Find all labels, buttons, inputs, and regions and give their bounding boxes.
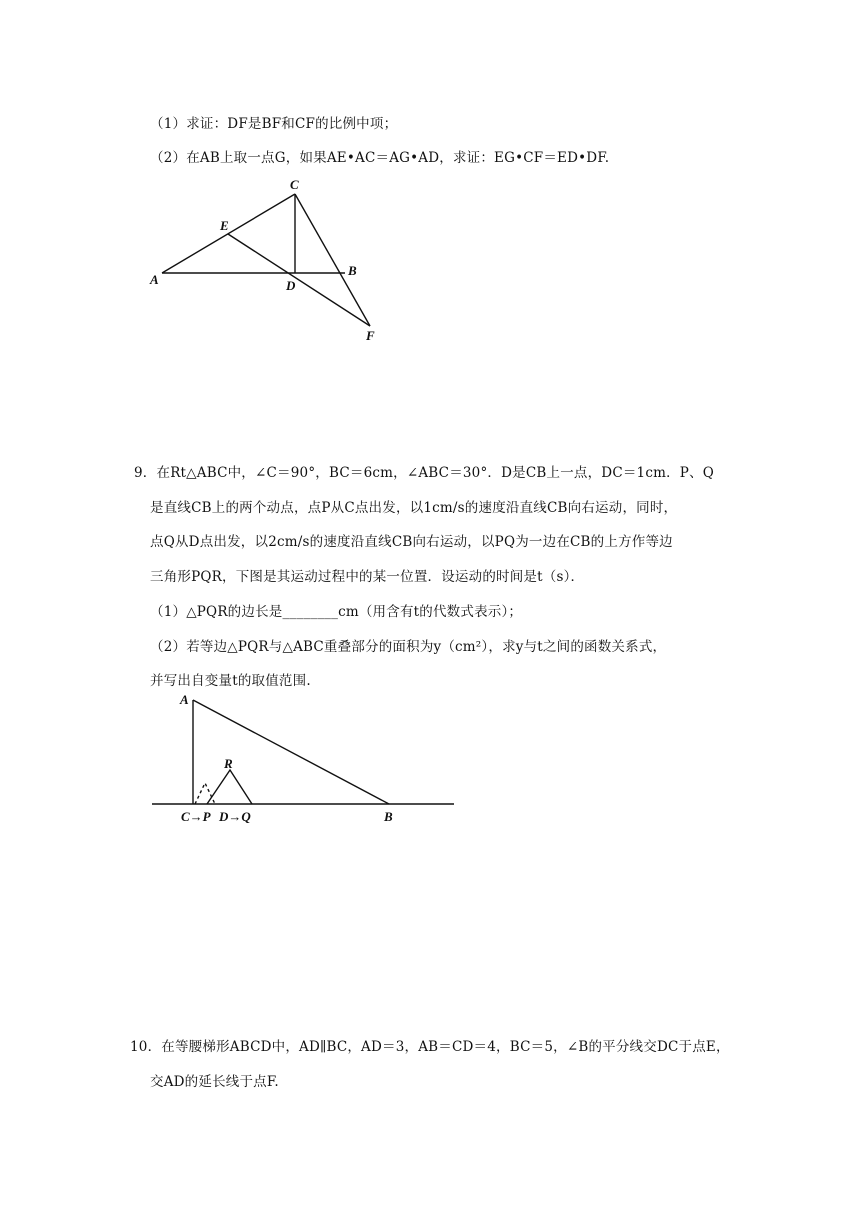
label-cp: C→P <box>181 809 211 824</box>
problem8-part2: （2）在AB上取一点G，如果AE•AC＝AG•AD，求证：EG•CF＝ED•DF. <box>150 150 610 166</box>
problem10-line2: 交AD的延长线于点F. <box>150 1074 279 1090</box>
label-e: E <box>220 218 229 233</box>
problem8-part1: （1）求证：DF是BF和CF的比例中项； <box>150 116 398 132</box>
segment-ab <box>193 700 389 804</box>
label-f: F <box>366 328 375 343</box>
problem10-line1: 10．在等腰梯形ABCD中，AD∥BC，AD＝3，AB＝CD＝4，BC＝5，∠B的平分线交DC于点E， <box>130 1039 730 1055</box>
label-a: A <box>180 692 189 707</box>
problem9-part2b: 并写出自变量t的取值范围. <box>150 673 311 689</box>
problem9-part2: （2）若等边△PQR与△ABC重叠部分的面积为y（cm²），求y与t之间的函数关系式， <box>150 639 667 655</box>
segment-ef <box>228 234 370 326</box>
problem9-line1: 9．在Rt△ABC中，∠C＝90°，BC＝6cm，∠ABC＝30°．D是CB上一点，DC＝1cm．P、Q <box>134 465 715 481</box>
problem9-line3: 点Q从D点出发，以2cm/s的速度沿直线CB向右运动，以PQ为一边在CB的上方作等边 <box>150 534 673 550</box>
problem9-line4: 三角形PQR，下图是其运动过程中的某一位置．设运动的时间是t（s）． <box>150 569 585 585</box>
label-dq: D→Q <box>219 809 251 824</box>
label-a: A <box>150 272 159 287</box>
label-d: D <box>286 278 296 293</box>
label-c: C <box>290 177 299 192</box>
label-b: B <box>384 809 393 824</box>
problem9-part1: （1）△PQR的边长是________cm（用含有t的代数式表示）； <box>150 604 523 620</box>
problem9-line2: 是直线CB上的两个动点，点P从C点出发，以1cm/s的速度沿直线CB向右运动，同时， <box>150 500 678 516</box>
dashed-triangle <box>195 783 215 804</box>
segment-ac <box>162 194 295 273</box>
label-b: B <box>348 263 357 278</box>
label-r: R <box>224 756 233 771</box>
triangle-pqr <box>207 770 252 804</box>
segment-cf <box>295 194 370 326</box>
